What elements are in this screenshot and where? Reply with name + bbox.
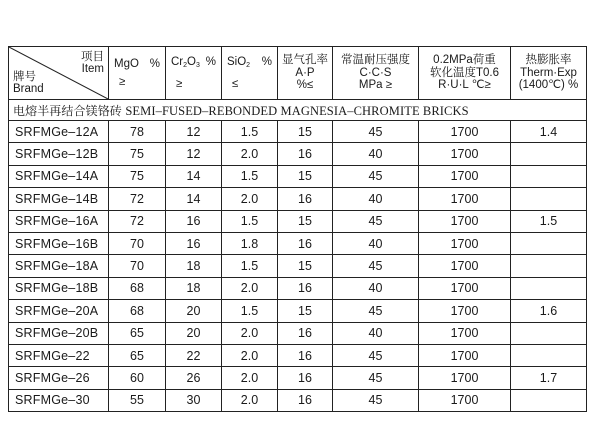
brand-en: Brand (13, 83, 44, 95)
sio2-label: SiO$_2$ (227, 56, 251, 69)
table-row (9, 277, 587, 299)
rul-cell: 1700 (419, 188, 511, 210)
rul-cell: 1700 (419, 277, 511, 299)
rul-cell: 1700 (419, 322, 511, 344)
mgo-cell: 72 (109, 210, 166, 232)
table-row (9, 300, 587, 322)
item-cn: 项目 (81, 51, 104, 63)
ccs-cell: 45 (333, 367, 419, 389)
table-body (9, 100, 587, 412)
rul-cell: 1700 (419, 367, 511, 389)
ap-en: A·P (295, 66, 315, 79)
table-row (9, 367, 587, 389)
table-row (9, 322, 587, 344)
header-brand-label (13, 71, 44, 95)
exp-cell: 1.7 (511, 367, 587, 389)
cr2o3-cell: 16 (166, 232, 222, 254)
exp-cell (511, 389, 587, 411)
mgo-cell: 78 (109, 121, 166, 143)
ccs-cell: 45 (333, 255, 419, 277)
ap-cell: 16 (278, 277, 333, 299)
sio2-cell: 1.5 (222, 121, 278, 143)
exp-cell (511, 143, 587, 165)
cr2o3-cell: 14 (166, 165, 222, 187)
sio2-cell: 2.0 (222, 188, 278, 210)
cr2o3-cell: 20 (166, 322, 222, 344)
cr2o3-cell: 14 (166, 188, 222, 210)
header-row (9, 47, 587, 100)
brand-cell: SRFMGe–26 (9, 367, 109, 389)
sio2-op: ≤ (232, 78, 239, 90)
section-title-cn: 电熔半再结合镁铬砖 (13, 103, 122, 118)
mgo-cell: 65 (109, 344, 166, 366)
header-cr2o3 (166, 47, 222, 100)
rul-cell: 1700 (419, 143, 511, 165)
table-row (9, 210, 587, 232)
mgo-cell: 72 (109, 188, 166, 210)
sio2-cell: 1.5 (222, 210, 278, 232)
sio2-cell: 2.0 (222, 277, 278, 299)
exp-cell: 1.4 (511, 121, 587, 143)
rul-line1: 0.2MPa荷重 (433, 54, 496, 67)
item-en: Item (81, 63, 104, 75)
sio2-cell: 2.0 (222, 143, 278, 165)
ccs-cell: 40 (333, 277, 419, 299)
ap-cell: 16 (278, 367, 333, 389)
mgo-cell: 55 (109, 389, 166, 411)
cr2o3-cell: 26 (166, 367, 222, 389)
brand-cell: SRFMGe–14A (9, 165, 109, 187)
ccs-cell: 40 (333, 322, 419, 344)
ccs-cell: 40 (333, 232, 419, 254)
brand-cell: SRFMGe–20A (9, 300, 109, 322)
rul-cell: 1700 (419, 232, 511, 254)
ccs-cell: 45 (333, 210, 419, 232)
mgo-cell: 75 (109, 143, 166, 165)
table-row (9, 232, 587, 254)
section-title-row (9, 100, 587, 121)
cr2o3-label: $Cr_2O_3$ (171, 56, 200, 69)
header-item-label (81, 51, 104, 75)
exp-cell (511, 232, 587, 254)
mgo-cell: 68 (109, 277, 166, 299)
exp-cn: 热膨胀率 (525, 54, 572, 67)
mgo-cell: 68 (109, 300, 166, 322)
brand-cell: SRFMGe–14B (9, 188, 109, 210)
brand-cell: SRFMGe–20B (9, 322, 109, 344)
ccs-cell: 45 (333, 300, 419, 322)
ccs-cell: 45 (333, 344, 419, 366)
brand-cell: SRFMGe–16B (9, 232, 109, 254)
sio2-unit: % (261, 56, 272, 68)
ap-cell: 15 (278, 210, 333, 232)
rul-cell: 1700 (419, 389, 511, 411)
section-title-en: SEMI–FUSED–REBONDED MAGNESIA–CHROMITE BRICKS (125, 103, 469, 118)
sio2-cell: 2.0 (222, 322, 278, 344)
ap-cn: 显气孔率 (282, 54, 328, 67)
ccs-cell: 45 (333, 121, 419, 143)
rul-cell: 1700 (419, 121, 511, 143)
rul-line2: 软化温度T0.6 (429, 66, 499, 79)
table-row (9, 188, 587, 210)
ccs-unit: MPa ≥ (358, 79, 393, 92)
sio2-cell: 2.0 (222, 344, 278, 366)
header-mgo (109, 47, 166, 100)
sio2-cell: 2.0 (222, 367, 278, 389)
ccs-cell: 40 (333, 143, 419, 165)
cr2o3-cell: 30 (166, 389, 222, 411)
table-row (9, 344, 587, 366)
ap-cell: 16 (278, 344, 333, 366)
ap-cell: 15 (278, 300, 333, 322)
cr2o3-unit: % (205, 56, 216, 68)
rul-cell: 1700 (419, 210, 511, 232)
brand-cell: SRFMGe–18B (9, 277, 109, 299)
exp-cell: 1.6 (511, 300, 587, 322)
mgo-unit: % (149, 58, 160, 70)
exp-cell (511, 277, 587, 299)
brand-cell: SRFMGe–18A (9, 255, 109, 277)
brand-cell: SRFMGe–16A (9, 210, 109, 232)
table-row (9, 143, 587, 165)
ccs-en: C·C·S (359, 66, 392, 79)
exp-cell (511, 165, 587, 187)
ap-cell: 15 (278, 255, 333, 277)
sio2-cell: 1.8 (222, 232, 278, 254)
sio2-cell: 1.5 (222, 165, 278, 187)
sio2-cell: 1.5 (222, 255, 278, 277)
ap-unit: %≤ (296, 79, 314, 92)
ap-cell: 15 (278, 165, 333, 187)
cr2o3-cell: 22 (166, 344, 222, 366)
mgo-cell: 70 (109, 232, 166, 254)
cr2o3-cell: 12 (166, 143, 222, 165)
exp-unit: (1400℃) % (518, 79, 579, 92)
cr2o3-cell: 20 (166, 300, 222, 322)
ccs-cell: 45 (333, 389, 419, 411)
ap-cell: 16 (278, 322, 333, 344)
cr2o3-cell: 16 (166, 210, 222, 232)
cr2o3-cell: 18 (166, 255, 222, 277)
table-row (9, 255, 587, 277)
mgo-label: MgO (114, 58, 139, 70)
exp-cell (511, 344, 587, 366)
header-thermal-expansion (511, 47, 587, 100)
header-refractoriness-under-load (419, 47, 511, 100)
cr2o3-cell: 18 (166, 277, 222, 299)
ap-cell: 16 (278, 232, 333, 254)
sio2-cell: 1.5 (222, 300, 278, 322)
brand-cn: 牌号 (13, 71, 36, 83)
brand-cell: SRFMGe–30 (9, 389, 109, 411)
header-cold-crushing-strength (333, 47, 419, 100)
rul-cell: 1700 (419, 255, 511, 277)
table-row (9, 389, 587, 411)
header-apparent-porosity (278, 47, 333, 100)
mgo-cell: 75 (109, 165, 166, 187)
ap-cell: 16 (278, 188, 333, 210)
ap-cell: 16 (278, 389, 333, 411)
ap-cell: 16 (278, 143, 333, 165)
header-sio2 (222, 47, 278, 100)
ccs-cell: 45 (333, 165, 419, 187)
mgo-cell: 60 (109, 367, 166, 389)
exp-cell (511, 322, 587, 344)
properties-table (8, 46, 587, 412)
brand-cell: SRFMGe–12B (9, 143, 109, 165)
ccs-cn: 常温耐压强度 (341, 54, 410, 67)
table-row (9, 121, 587, 143)
cr2o3-op: ≥ (176, 78, 183, 90)
mgo-op: ≥ (119, 76, 126, 88)
rul-cell: 1700 (419, 165, 511, 187)
header-brand-item-cell (9, 47, 109, 100)
rul-line3: R·U·L ℃≥ (438, 79, 491, 92)
exp-en: Therm·Exp (520, 66, 577, 79)
rul-cell: 1700 (419, 344, 511, 366)
cr2o3-cell: 12 (166, 121, 222, 143)
mgo-cell: 65 (109, 322, 166, 344)
rul-cell: 1700 (419, 300, 511, 322)
mgo-cell: 70 (109, 255, 166, 277)
section-title (9, 100, 587, 121)
table-row (9, 165, 587, 187)
ccs-cell: 40 (333, 188, 419, 210)
brand-cell: SRFMGe–22 (9, 344, 109, 366)
exp-cell: 1.5 (511, 210, 587, 232)
exp-cell (511, 188, 587, 210)
sio2-cell: 2.0 (222, 389, 278, 411)
brand-cell: SRFMGe–12A (9, 121, 109, 143)
ap-cell: 15 (278, 121, 333, 143)
exp-cell (511, 255, 587, 277)
